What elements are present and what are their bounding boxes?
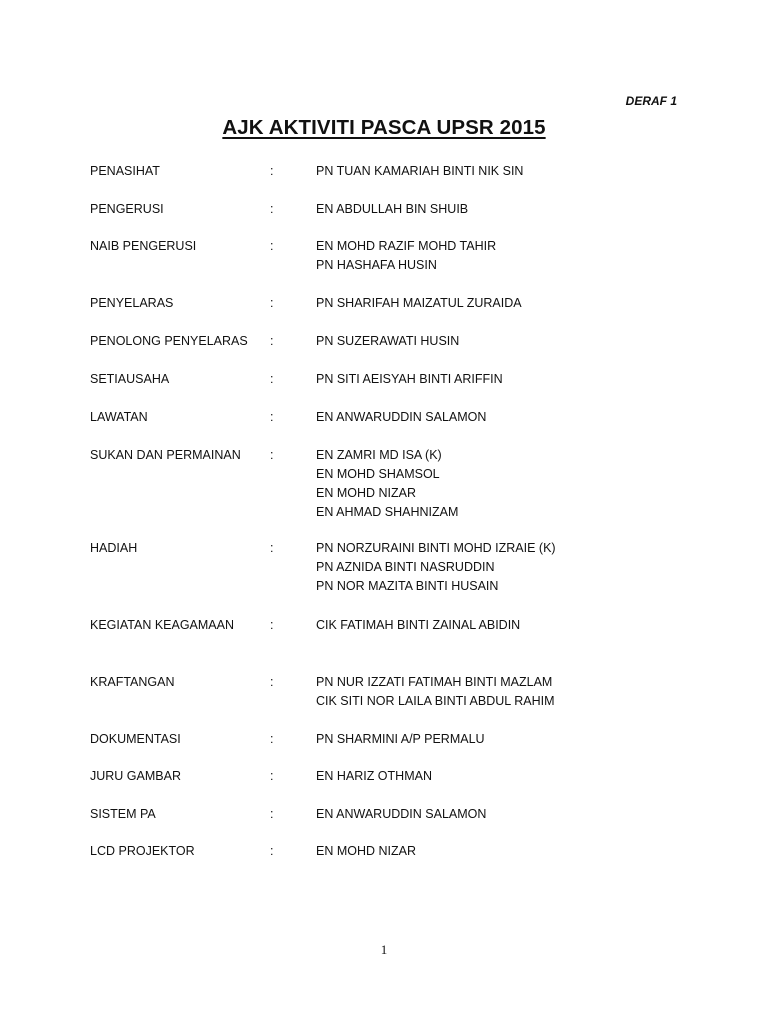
member-name: EN MOHD NIZAR: [316, 844, 416, 858]
colon-separator: :: [270, 296, 274, 310]
colon-separator: :: [270, 769, 274, 783]
document-title: AJK AKTIVITI PASCA UPSR 2015: [222, 116, 546, 139]
member-name: PN NORZURAINI BINTI MOHD IZRAIE (K): [316, 541, 556, 555]
member-list: [316, 730, 485, 749]
member-name: EN MOHD RAZIF MOHD TAHIR: [316, 239, 497, 253]
role-label: JURU GAMBAR: [90, 769, 181, 783]
member-name: PN SHARIFAH MAIZATUL ZURAIDA: [316, 296, 522, 310]
member-name: EN HARIZ OTHMAN: [316, 769, 432, 783]
member-name: EN MOHD NIZAR: [316, 486, 416, 500]
role-label: PENASIHAT: [90, 164, 160, 178]
member-list: [316, 539, 556, 596]
colon-separator: :: [270, 844, 274, 858]
member-list: [316, 332, 459, 351]
colon-separator: :: [270, 675, 274, 689]
member-list: [316, 616, 520, 635]
member-name: EN MOHD SHAMSOL: [316, 467, 440, 481]
role-label: PENYELARAS: [90, 296, 174, 310]
member-name: EN ZAMRI MD ISA (K): [316, 448, 442, 462]
role-label: KRAFTANGAN: [90, 675, 175, 689]
member-list: [316, 842, 416, 861]
member-list: [316, 673, 554, 711]
member-list: [316, 446, 458, 522]
member-name: EN ANWARUDDIN SALAMON: [316, 410, 487, 424]
member-name: CIK FATIMAH BINTI ZAINAL ABIDIN: [316, 618, 521, 632]
colon-separator: :: [270, 618, 274, 632]
role-label: DOKUMENTASI: [90, 732, 181, 746]
member-list: [316, 767, 432, 786]
member-list: [316, 805, 486, 824]
colon-separator: :: [270, 410, 274, 424]
member-name: PN AZNIDA BINTI NASRUDDIN: [316, 560, 495, 574]
role-label: SUKAN DAN PERMAINAN: [90, 448, 241, 462]
role-label: LCD PROJEKTOR: [90, 844, 195, 858]
member-name: PN NUR IZZATI FATIMAH BINTI MAZLAM: [316, 675, 553, 689]
member-list: [316, 370, 503, 389]
role-label: PENOLONG PENYELARAS: [90, 334, 248, 348]
member-name: PN SHARMINI A/P PERMALU: [316, 732, 485, 746]
colon-separator: :: [270, 448, 274, 462]
role-label: PENGERUSI: [90, 202, 164, 216]
member-name: PN SUZERAWATI HUSIN: [316, 334, 460, 348]
member-name: PN NOR MAZITA BINTI HUSAIN: [316, 579, 499, 593]
member-name: EN ANWARUDDIN SALAMON: [316, 807, 487, 821]
member-list: [316, 200, 468, 219]
member-list: [316, 408, 486, 427]
colon-separator: :: [270, 807, 274, 821]
member-name: PN SITI AEISYAH BINTI ARIFFIN: [316, 372, 503, 386]
colon-separator: :: [270, 239, 274, 253]
member-list: [316, 162, 523, 181]
colon-separator: :: [270, 202, 274, 216]
member-name: EN ABDULLAH BIN SHUIB: [316, 202, 469, 216]
role-label: SISTEM PA: [90, 807, 156, 821]
member-list: [316, 294, 522, 313]
role-label: KEGIATAN KEAGAMAAN: [90, 618, 235, 632]
page-number: 1: [380, 942, 388, 957]
colon-separator: :: [270, 732, 274, 746]
role-label: SETIAUSAHA: [90, 372, 170, 386]
member-name: CIK SITI NOR LAILA BINTI ABDUL RAHIM: [316, 694, 555, 708]
role-label: HADIAH: [90, 541, 138, 555]
member-list: [316, 237, 496, 275]
role-label: LAWATAN: [90, 410, 148, 424]
colon-separator: :: [270, 164, 274, 178]
colon-separator: :: [270, 541, 274, 555]
member-name: PN HASHAFA HUSIN: [316, 258, 437, 272]
role-label: NAIB PENGERUSI: [90, 239, 197, 253]
colon-separator: :: [270, 372, 274, 386]
member-name: EN AHMAD SHAHNIZAM: [316, 505, 459, 519]
colon-separator: :: [270, 334, 274, 348]
member-name: PN TUAN KAMARIAH BINTI NIK SIN: [316, 164, 524, 178]
draft-label: DERAF 1: [625, 94, 677, 108]
